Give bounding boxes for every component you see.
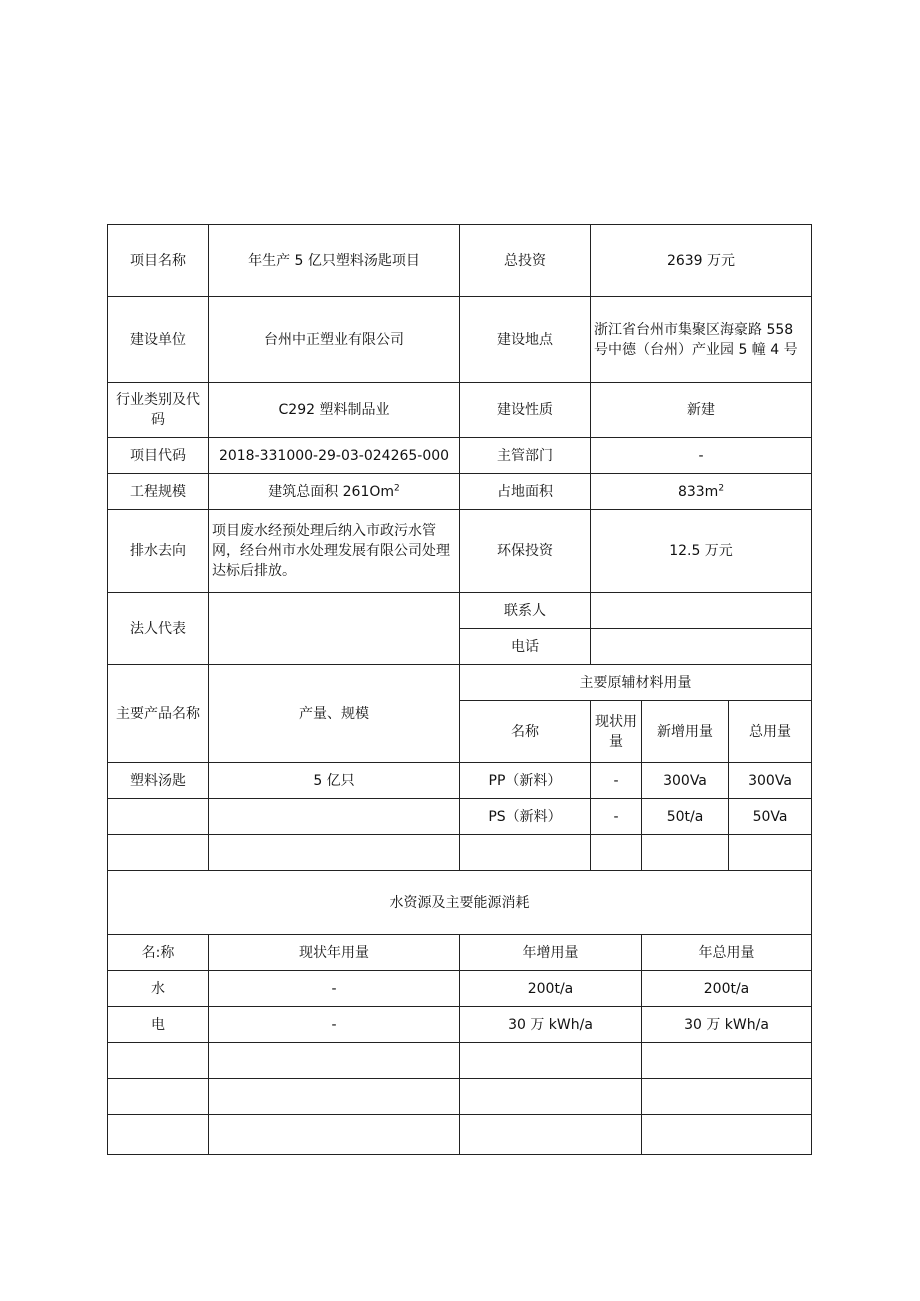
table-row [108, 225, 812, 297]
product-scale-cell [209, 799, 460, 835]
table-row [108, 510, 812, 593]
energy-increase-cell [460, 1043, 642, 1079]
scale-text: 建筑总面积 261Om [268, 483, 395, 500]
table-row [108, 593, 812, 629]
product-cell [108, 799, 209, 835]
construction-nature-label: 建设性质 [460, 383, 591, 438]
energy-name-header: 名:称 [108, 935, 209, 971]
material-new-header: 新增用量 [642, 701, 729, 763]
scale-superscript: 2 [394, 482, 400, 493]
material-current-cell: - [591, 799, 642, 835]
env-investment-label: 环保投资 [460, 510, 591, 593]
table-row [108, 935, 812, 971]
energy-current-cell [209, 1115, 460, 1155]
material-new-cell [642, 835, 729, 871]
construction-location-value: 浙江省台州市集聚区海豪路 558 号中德（台州）产业园 5 幢 4 号 [591, 297, 812, 383]
table-row [108, 665, 812, 701]
project-code-label: 项目代码 [108, 438, 209, 474]
table-row [108, 871, 812, 935]
material-name-header: 名称 [460, 701, 591, 763]
table-row [108, 1043, 812, 1079]
energy-total-header: 年总用量 [642, 935, 812, 971]
material-name-cell: PP（新料） [460, 763, 591, 799]
land-area-value [591, 474, 812, 510]
table-row [108, 297, 812, 383]
table-row [108, 799, 812, 835]
total-investment-label: 总投资 [460, 225, 591, 297]
energy-name-cell [108, 1115, 209, 1155]
energy-total-cell [642, 1043, 812, 1079]
material-new-cell: 50t/a [642, 799, 729, 835]
project-name-value: 年生产 5 亿只塑料汤匙项目 [209, 225, 460, 297]
energy-name-cell: 电 [108, 1007, 209, 1043]
table-row [108, 971, 812, 1007]
energy-current-cell: - [209, 971, 460, 1007]
project-name-label: 项目名称 [108, 225, 209, 297]
project-scale-label: 工程规模 [108, 474, 209, 510]
project-info-table [107, 224, 812, 1155]
construction-location-label: 建设地点 [460, 297, 591, 383]
material-current-header: 现状用量 [591, 701, 642, 763]
table-row [108, 383, 812, 438]
legal-rep-value [209, 593, 460, 665]
energy-increase-header: 年增用量 [460, 935, 642, 971]
table-row [108, 1115, 812, 1155]
industry-category-label: 行业类别及代码 [108, 383, 209, 438]
energy-current-cell [209, 1079, 460, 1115]
department-label: 主管部门 [460, 438, 591, 474]
table-row [108, 438, 812, 474]
energy-current-header: 现状年用量 [209, 935, 460, 971]
energy-increase-cell [460, 1079, 642, 1115]
material-current-cell [591, 835, 642, 871]
energy-increase-cell: 200t/a [460, 971, 642, 1007]
contact-value [591, 593, 812, 629]
contact-label: 联系人 [460, 593, 591, 629]
energy-section-title: 水资源及主要能源消耗 [108, 871, 812, 935]
drainage-label: 排水去向 [108, 510, 209, 593]
phone-label: 电话 [460, 629, 591, 665]
product-name-header: 主要产品名称 [108, 665, 209, 763]
energy-current-cell [209, 1043, 460, 1079]
material-name-cell [460, 835, 591, 871]
energy-total-cell [642, 1115, 812, 1155]
materials-header: 主要原辅材料用量 [460, 665, 812, 701]
phone-value [591, 629, 812, 665]
project-scale-value [209, 474, 460, 510]
drainage-value: 项目废水经预处理后纳入市政污水管网，经台州市水处理发展有限公司处理达标后排放。 [209, 510, 460, 593]
total-investment-value: 2639 万元 [591, 225, 812, 297]
construction-unit-value: 台州中正塑业有限公司 [209, 297, 460, 383]
energy-name-cell [108, 1043, 209, 1079]
material-total-cell [729, 835, 812, 871]
energy-total-cell [642, 1079, 812, 1115]
energy-increase-cell: 30 万 kWh/a [460, 1007, 642, 1043]
material-new-cell: 300Va [642, 763, 729, 799]
product-scale-cell: 5 亿只 [209, 763, 460, 799]
project-code-value: 2018-331000-29-03-024265-000 [209, 438, 460, 474]
department-value: - [591, 438, 812, 474]
product-scale-header: 产量、规模 [209, 665, 460, 763]
energy-name-cell [108, 1079, 209, 1115]
material-total-cell: 50Va [729, 799, 812, 835]
product-cell [108, 835, 209, 871]
table-row [108, 835, 812, 871]
material-name-cell: PS（新料） [460, 799, 591, 835]
land-superscript: 2 [718, 482, 725, 493]
construction-unit-label: 建设单位 [108, 297, 209, 383]
energy-name-cell: 水 [108, 971, 209, 1007]
energy-increase-cell [460, 1115, 642, 1155]
energy-total-cell: 30 万 kWh/a [642, 1007, 812, 1043]
energy-current-cell: - [209, 1007, 460, 1043]
table-row [108, 1007, 812, 1043]
table-row [108, 763, 812, 799]
industry-category-value: C292 塑料制品业 [209, 383, 460, 438]
product-scale-cell [209, 835, 460, 871]
material-total-header: 总用量 [729, 701, 812, 763]
land-text: 833m [677, 483, 719, 500]
table-row [108, 1079, 812, 1115]
product-cell: 塑料汤匙 [108, 763, 209, 799]
construction-nature-value: 新建 [591, 383, 812, 438]
energy-total-cell: 200t/a [642, 971, 812, 1007]
env-investment-value: 12.5 万元 [591, 510, 812, 593]
table-row [108, 474, 812, 510]
legal-rep-label: 法人代表 [108, 593, 209, 665]
material-current-cell: - [591, 763, 642, 799]
material-total-cell: 300Va [729, 763, 812, 799]
land-area-label: 占地面积 [460, 474, 591, 510]
